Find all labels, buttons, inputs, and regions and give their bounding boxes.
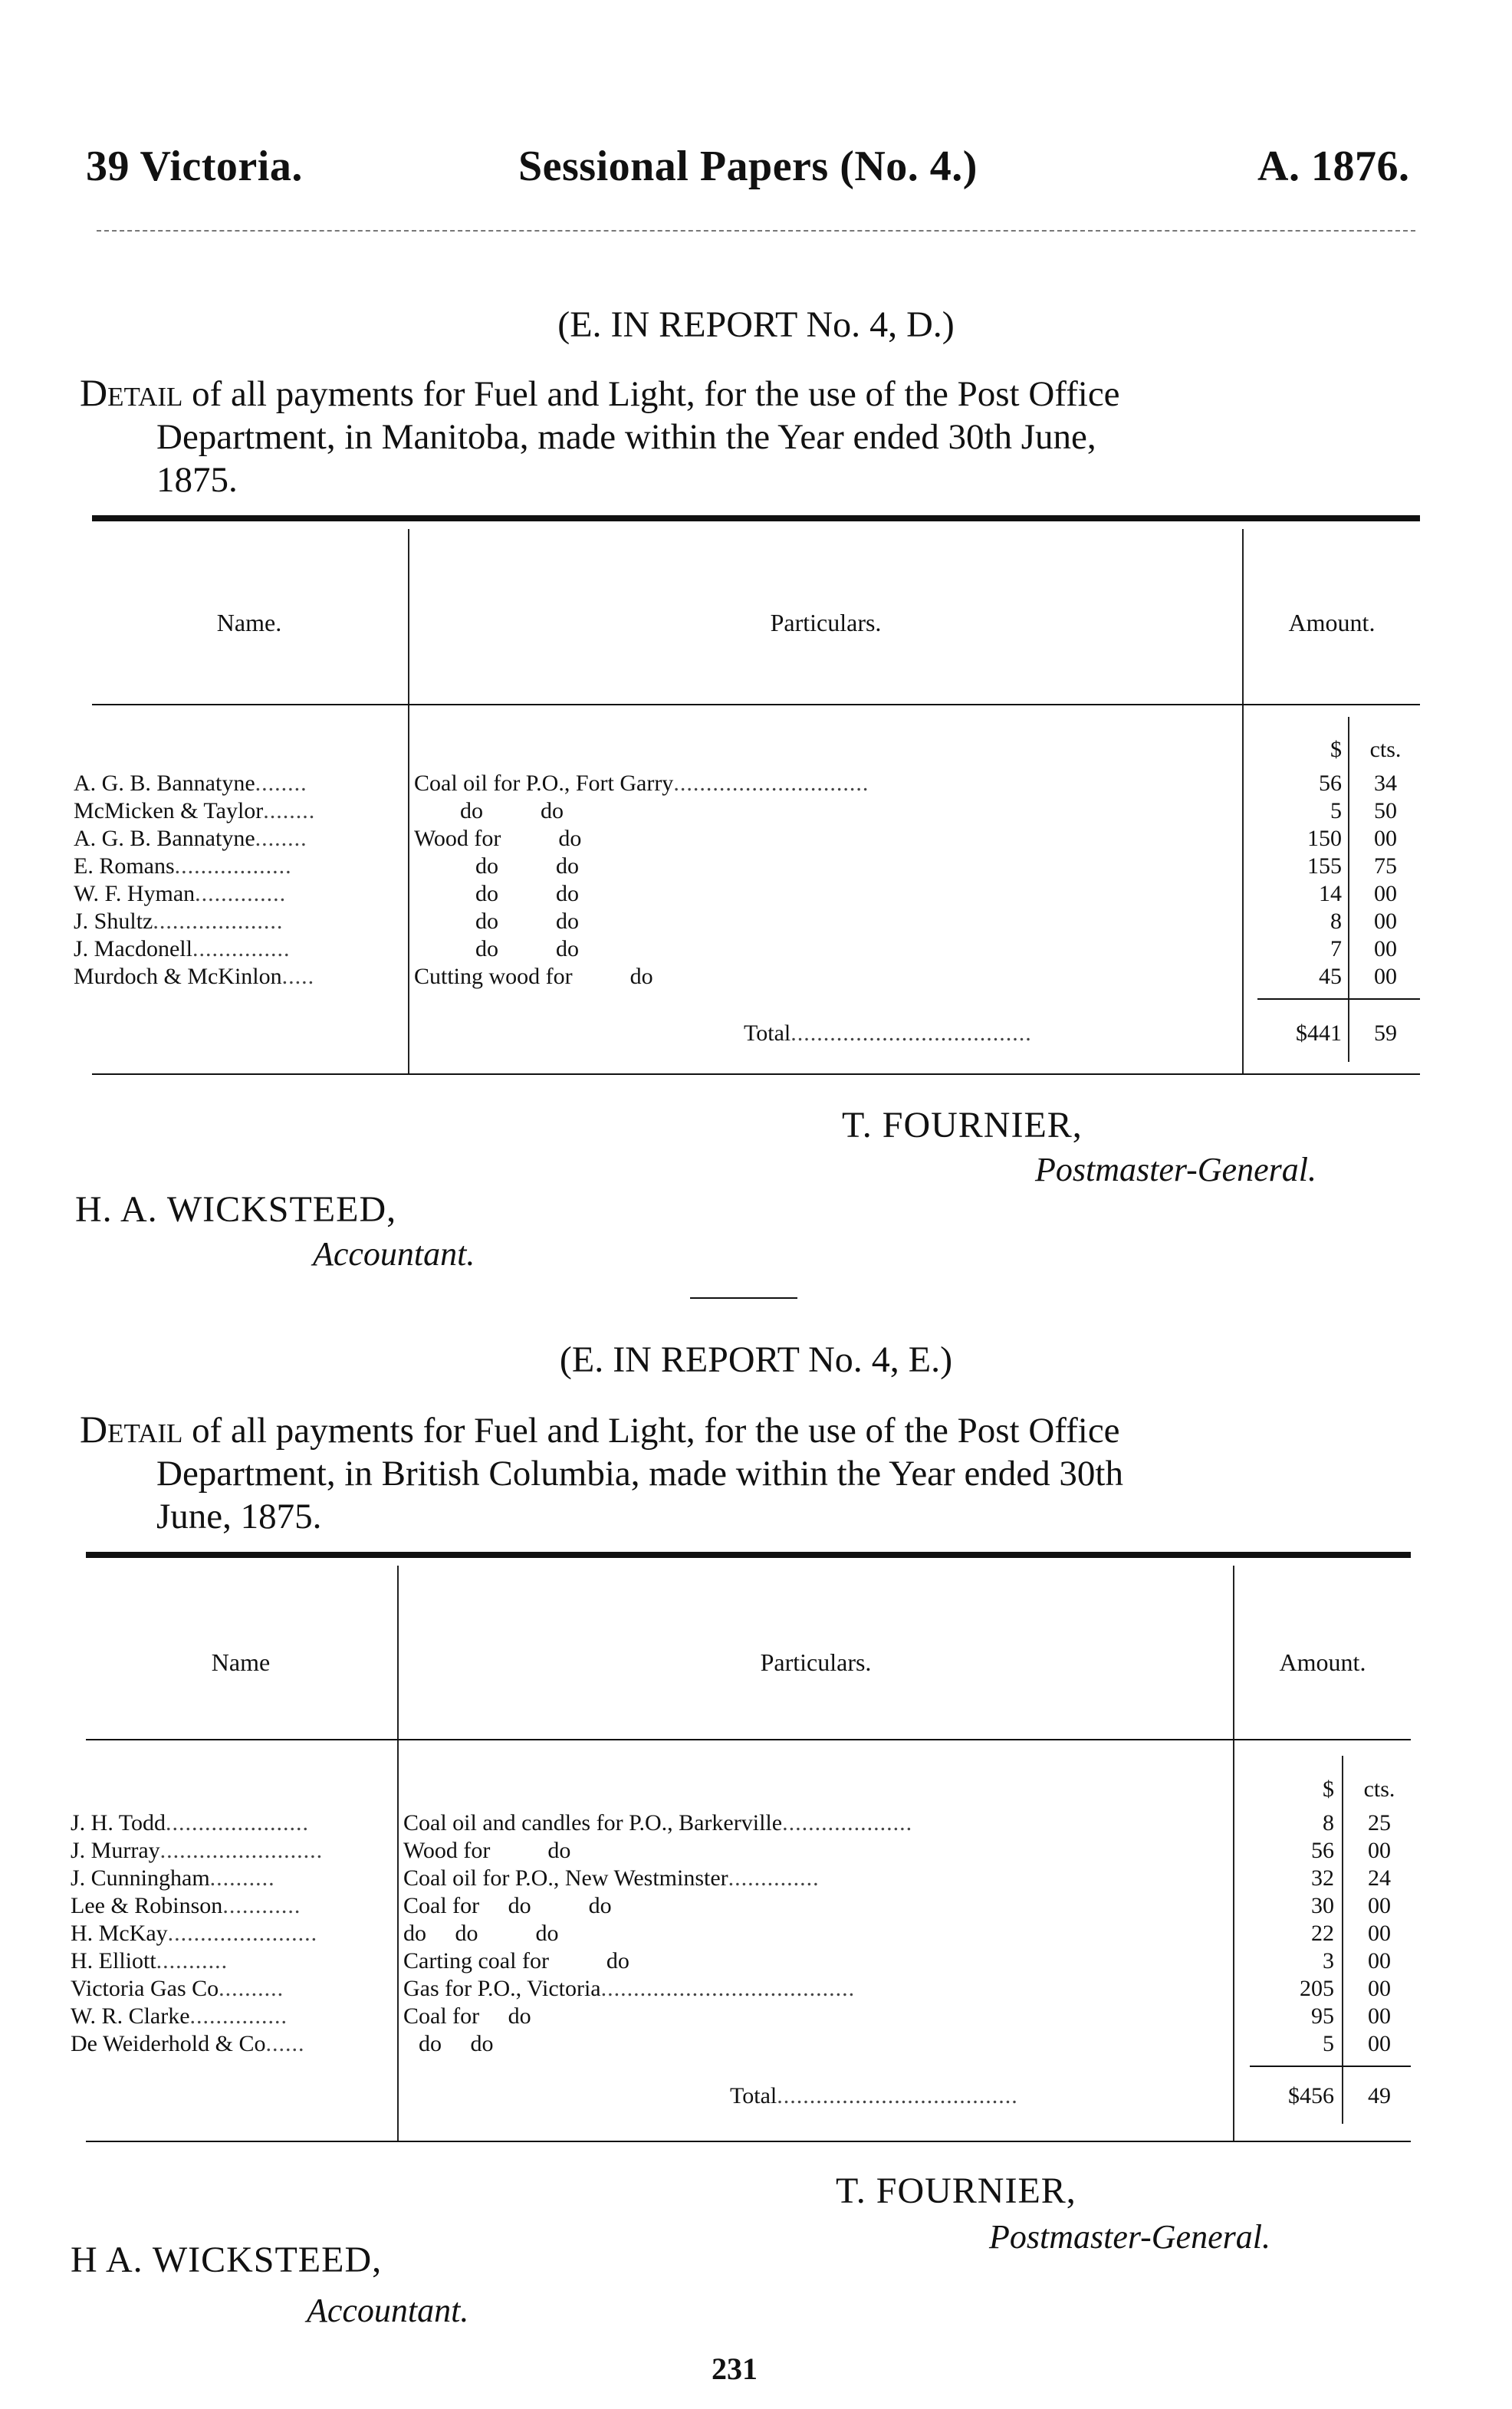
table-row-dollars: 56 <box>1311 1838 1334 1863</box>
table-row-particulars: Gas for P.O., Victoria....................................... <box>403 1976 856 2001</box>
table-row-name: W. F. Hyman.............. <box>74 881 287 906</box>
section-e-accountant-name: H A. WICKSTEED, <box>71 2240 383 2280</box>
section-d-top-rule <box>92 515 1420 521</box>
table-row-cents: 00 <box>1368 2003 1391 2029</box>
section-e-total-cents: 49 <box>1368 2083 1391 2108</box>
table-row-particulars: Cutting wood for do <box>414 964 653 989</box>
section-e-signer-title: Postmaster-General. <box>989 2218 1270 2256</box>
section-e-dollar-sign: $ <box>1323 1776 1334 1802</box>
table-row-particulars: do do do <box>403 1921 559 1946</box>
table-row-particulars: do do <box>475 936 579 961</box>
section-d-total-label: Total..................................... <box>744 1020 1032 1046</box>
section-d-bottom-rule <box>92 1073 1420 1075</box>
table-row-cents: 24 <box>1368 1865 1391 1891</box>
table-row-name: J. H. Todd...................... <box>71 1810 310 1836</box>
table-row-name: H. Elliott........... <box>71 1948 228 1974</box>
section-d-col-amount: Amount. <box>1288 609 1376 636</box>
table-row-cents: 00 <box>1368 1948 1391 1974</box>
table-row-particulars: do do <box>475 853 579 879</box>
section-e-total-label: Total..................................... <box>730 2083 1018 2108</box>
table-row-dollars: 150 <box>1307 826 1342 851</box>
table-row-name: A. G. B. Bannatyne........ <box>74 826 307 851</box>
section-e-divider-cents <box>1342 1756 1343 2124</box>
table-row-name: McMicken & Taylor........ <box>74 798 316 823</box>
table-row-dollars: 205 <box>1300 1976 1334 2001</box>
table-row-dollars: 56 <box>1319 771 1342 796</box>
table-row-cents: 00 <box>1374 881 1397 906</box>
table-row-cents: 00 <box>1368 1976 1391 2001</box>
table-row-dollars: 5 <box>1330 798 1342 823</box>
section-e-bottom-rule <box>86 2141 1411 2142</box>
table-row-name: E. Romans.................. <box>74 853 292 879</box>
section-d-heading: (E. IN REPORT No. 4, D.) <box>557 304 955 345</box>
table-row-dollars: 8 <box>1330 909 1342 934</box>
section-d-accountant-title: Accountant. <box>313 1235 475 1273</box>
table-row-cents: 00 <box>1374 909 1397 934</box>
table-row-particulars: do do <box>475 909 579 934</box>
table-row-name: De Weiderhold & Co...... <box>71 2031 305 2056</box>
table-row-particulars: Coal oil for P.O., New Westminster.............. <box>403 1865 820 1891</box>
section-d-detail-line1: of all payments for Fuel and Light, for the use of the Post Office <box>182 374 1120 414</box>
section-d-col-name: Name. <box>216 609 282 636</box>
table-row-cents: 75 <box>1374 853 1397 879</box>
table-row-particulars: Wood for do <box>414 826 582 851</box>
section-e-col-particulars: Particulars. <box>760 1648 872 1676</box>
section-d-signer-title: Postmaster-General. <box>1035 1151 1316 1188</box>
table-row-particulars: Carting coal for do <box>403 1948 629 1974</box>
section-e-col-name: Name <box>211 1648 271 1676</box>
section-e-description <box>80 1408 1414 1538</box>
table-row-cents: 34 <box>1374 771 1397 796</box>
section-e-cts-label: cts. <box>1363 1776 1395 1802</box>
table-row-cents: 00 <box>1368 2031 1391 2056</box>
table-row-name: Lee & Robinson............ <box>71 1893 301 1918</box>
table-row-particulars: do do <box>460 798 564 823</box>
section-d-col-particulars: Particulars. <box>770 609 882 636</box>
table-row-name: Murdoch & McKinlon..... <box>74 964 315 989</box>
page-number: 231 <box>712 2351 758 2386</box>
table-row-particulars: Coal oil and candles for P.O., Barkerville.................... <box>403 1810 913 1836</box>
table-row-dollars: 14 <box>1319 881 1342 906</box>
section-d-detail-line3: 1875. <box>156 460 238 500</box>
table-row-name: Victoria Gas Co.......... <box>71 1976 284 2001</box>
section-e-signer-name: T. FOURNIER, <box>836 2171 1076 2211</box>
section-d-description <box>80 371 1414 501</box>
table-row-name: J. Cunningham.......... <box>71 1865 275 1891</box>
table-row-name: H. McKay....................... <box>71 1921 318 1946</box>
table-row-dollars: 8 <box>1323 1810 1334 1836</box>
section-d-dollar-sign: $ <box>1330 737 1342 762</box>
section-d-cts-label: cts. <box>1369 737 1402 762</box>
section-d-detail-cap: Detail <box>80 371 183 414</box>
table-row-dollars: 155 <box>1307 853 1342 879</box>
table-row-cents: 00 <box>1368 1921 1391 1946</box>
section-e-detail-cap: Detail <box>80 1408 183 1451</box>
table-row-name: J. Macdonell............... <box>74 936 291 961</box>
table-row-particulars: do do <box>419 2031 494 2056</box>
table-row-cents: 00 <box>1368 1838 1391 1863</box>
table-row-dollars: 5 <box>1323 2031 1334 2056</box>
table-row-dollars: 45 <box>1319 964 1342 989</box>
section-d-total-dollars: $441 <box>1296 1020 1342 1046</box>
header-volume: 39 Victoria. <box>86 143 303 190</box>
section-d-head-rule <box>92 704 1420 705</box>
table-row-dollars: 30 <box>1311 1893 1334 1918</box>
table-row-cents: 00 <box>1374 964 1397 989</box>
table-row-name: J. Murray......................... <box>71 1838 324 1863</box>
table-row-cents: 25 <box>1368 1810 1391 1836</box>
section-e-col-amount: Amount. <box>1279 1648 1366 1676</box>
table-row-particulars: Coal oil for P.O., Fort Garry.............................. <box>414 771 869 796</box>
section-e-detail-line1: of all payments for Fuel and Light, for the use of the Post Office <box>182 1411 1120 1451</box>
table-row-dollars: 32 <box>1311 1865 1334 1891</box>
section-e-heading: (E. IN REPORT No. 4, E.) <box>559 1339 953 1380</box>
section-d-signer-name: T. FOURNIER, <box>842 1105 1083 1145</box>
table-row-dollars: 7 <box>1330 936 1342 961</box>
table-row-cents: 50 <box>1374 798 1397 823</box>
table-row-dollars: 95 <box>1311 2003 1334 2029</box>
table-row-dollars: 22 <box>1311 1921 1334 1946</box>
section-e-total-dollars: $456 <box>1288 2083 1334 2108</box>
table-row-name: A. G. B. Bannatyne........ <box>74 771 307 796</box>
section-d-accountant-name: H. A. WICKSTEED, <box>75 1189 397 1230</box>
section-e-accountant-title: Accountant. <box>307 2292 469 2329</box>
table-row-particulars: Coal for do do <box>403 1893 612 1918</box>
table-row-particulars: do do <box>475 881 579 906</box>
header-rule <box>97 230 1415 232</box>
section-e-subtotal-rule <box>1250 2066 1411 2067</box>
table-row-cents: 00 <box>1368 1893 1391 1918</box>
table-row-particulars: Coal for do <box>403 2003 531 2029</box>
section-e-detail-line3: June, 1875. <box>156 1497 322 1536</box>
section-d-total-cents: 59 <box>1374 1020 1397 1046</box>
section-e-head-rule <box>86 1739 1411 1740</box>
section-d-detail-line2: Department, in Manitoba, made within the Year ended 30th June, <box>156 417 1096 457</box>
section-d-subtotal-rule <box>1257 998 1420 1000</box>
section-separator <box>690 1297 797 1299</box>
table-row-dollars: 3 <box>1323 1948 1334 1974</box>
table-row-cents: 00 <box>1374 936 1397 961</box>
header-year: A. 1876. <box>1257 143 1410 190</box>
section-e-detail-line2: Department, in British Columbia, made within the Year ended 30th <box>156 1454 1123 1494</box>
section-d-divider-cents <box>1348 717 1349 1062</box>
table-row-cents: 00 <box>1374 826 1397 851</box>
table-row-name: W. R. Clarke............... <box>71 2003 288 2029</box>
table-row-particulars: Wood for do <box>403 1838 571 1863</box>
table-row-name: J. Shultz.................... <box>74 909 284 934</box>
header-title: Sessional Papers (No. 4.) <box>518 143 978 190</box>
section-e-top-rule <box>86 1552 1411 1558</box>
